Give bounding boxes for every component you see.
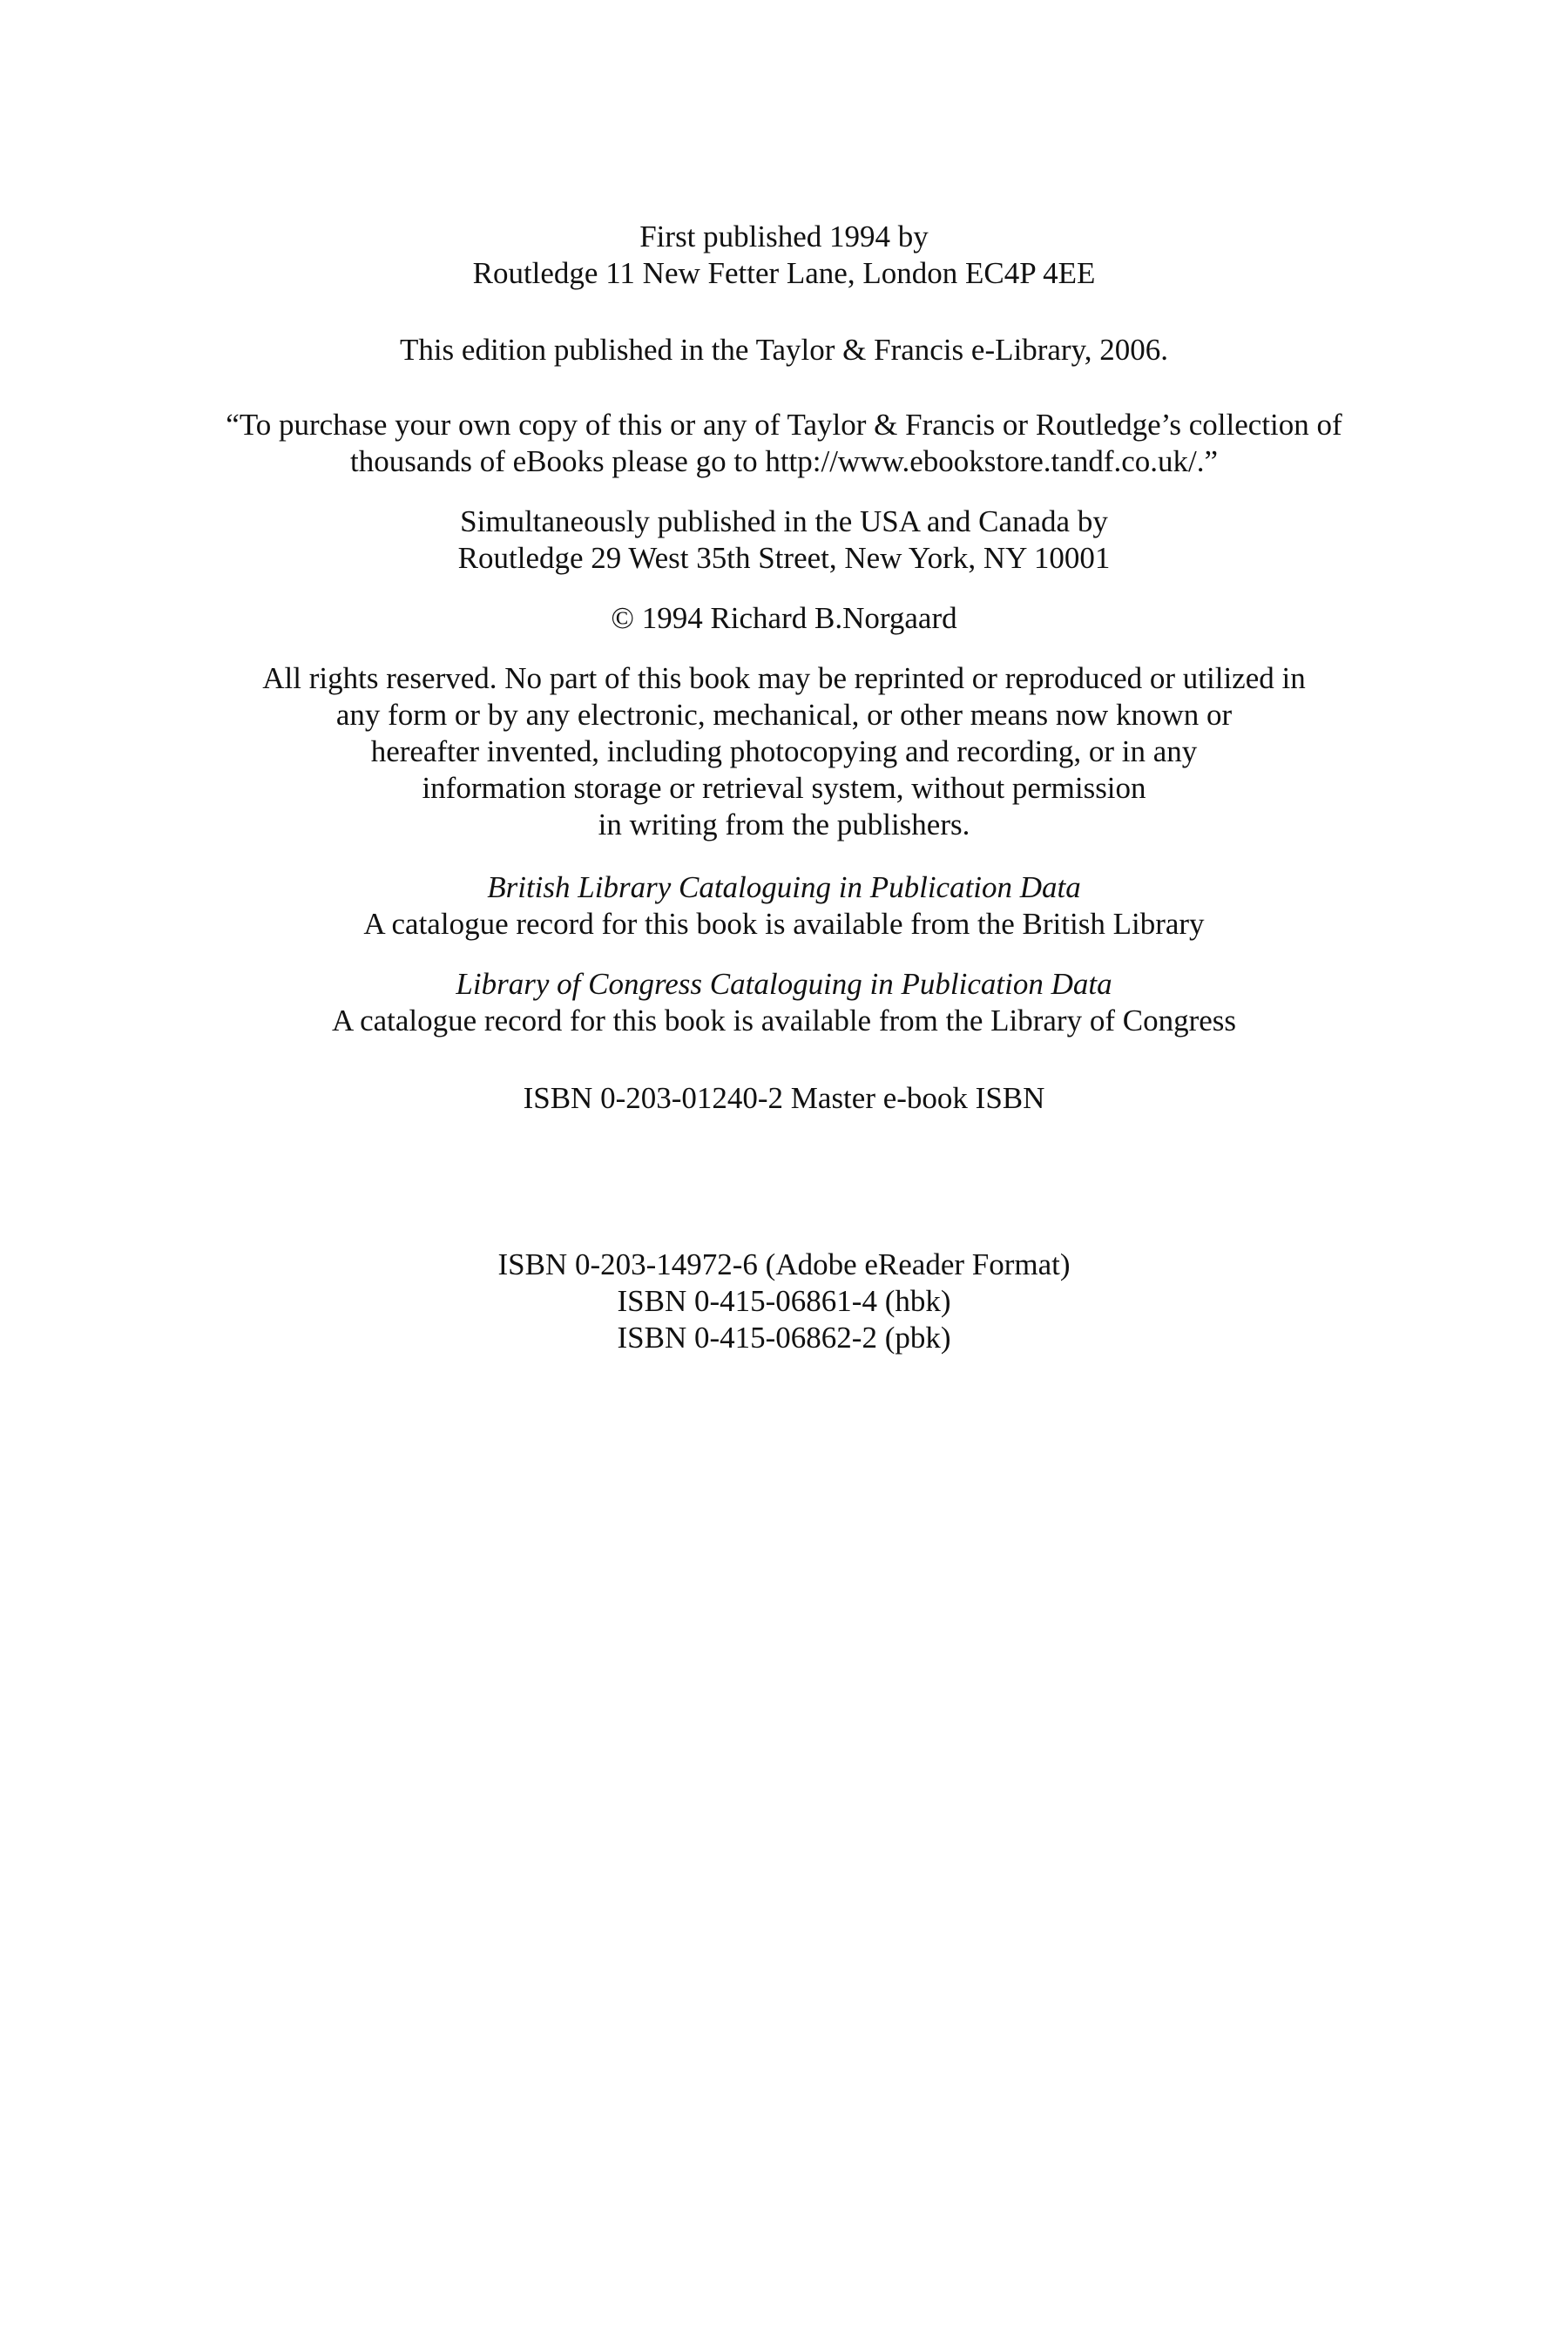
purchase-line-2: thousands of eBooks please go to http://www.ebookstore.tandf.co.uk/.” (349, 444, 1219, 478)
first-published-line: First published 1994 by (639, 220, 929, 253)
purchase-block (0, 407, 1568, 480)
simultaneous-line: Simultaneously published in the USA and Canada by (460, 504, 1108, 538)
rights-line: All rights reserved. No part of this book may be reprinted or reproduced or utilized in (262, 661, 1306, 695)
purchase-line-1: “To purchase your own copy of this or any of Taylor & Francis or Routledge’s collection of (226, 408, 1342, 442)
ebook-edition-line: This edition published in the Taylor & Francis e-Library, 2006. (399, 333, 1169, 367)
isbn-line: ISBN 0-415-06861-4 (hbk) (617, 1284, 951, 1318)
publisher-address-uk: Routledge 11 New Fetter Lane, London EC4P 4EE (472, 256, 1096, 290)
ebook-edition-block (0, 332, 1568, 368)
rights-line: information storage or retrieval system, without permission (422, 771, 1146, 805)
copyright-block (0, 600, 1568, 637)
rights-line: any form or by any electronic, mechanical, or other means now known or (335, 698, 1233, 732)
rights-block (0, 660, 1568, 843)
congress-cataloguing-record: A catalogue record for this book is available from the Library of Congress (331, 1004, 1237, 1037)
british-cataloguing-block (0, 869, 1568, 943)
isbn-line: ISBN 0-203-14972-6 (Adobe eReader Format) (497, 1247, 1071, 1281)
congress-cataloguing-block (0, 966, 1568, 1039)
publisher-address-us: Routledge 29 West 35th Street, New York, NY 10001 (457, 541, 1111, 575)
first-published-block (0, 219, 1568, 292)
british-cataloguing-record: A catalogue record for this book is available from the British Library (363, 907, 1205, 941)
isbn-line: ISBN 0-415-06862-2 (pbk) (617, 1321, 951, 1355)
master-isbn-block (0, 1080, 1568, 1117)
simultaneous-block (0, 504, 1568, 577)
master-isbn: ISBN 0-203-01240-2 Master e-book ISBN (523, 1081, 1045, 1115)
british-cataloguing-heading: British Library Cataloguing in Publication Data (487, 870, 1081, 904)
isbn-list-block (0, 1247, 1568, 1356)
copyright-notice: © 1994 Richard B.Norgaard (611, 601, 957, 635)
rights-line: hereafter invented, including photocopying and recording, or in any (370, 734, 1198, 768)
rights-line: in writing from the publishers. (598, 808, 970, 841)
congress-cataloguing-heading: Library of Congress Cataloguing in Publication Data (456, 967, 1112, 1001)
